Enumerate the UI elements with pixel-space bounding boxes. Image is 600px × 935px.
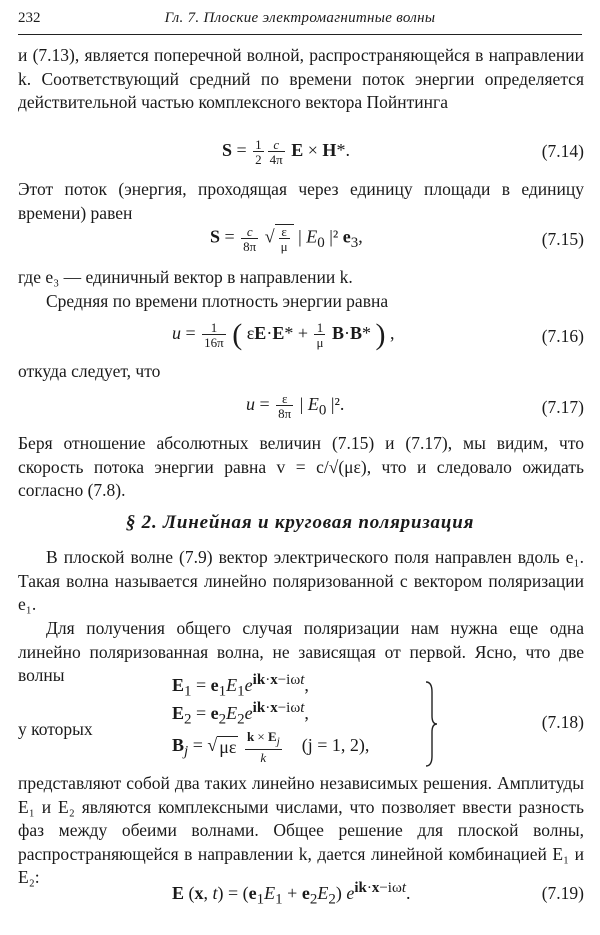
paragraph-1: и (7.13), является поперечной волной, распространяющейся в направлении k. Соответствующий средний по времени поток энергии определяется действительной частью комплексного вектора Пойнтинга: [18, 45, 584, 113]
equation-7-14: S = $\frac{1}{2}$ $\frac{c}{4\pi}$ E × H*.: [222, 137, 350, 167]
paragraph-7: В плоской волне (7.9) вектор электрического поля направлен вдоль e₁. Такая волна называется линейно поляризованной с вектором поляризации e₁.: [18, 547, 584, 615]
equation-number-7-17: (7.17): [541, 397, 584, 417]
equation-number-7-15: (7.15): [541, 229, 584, 249]
section-heading: § 2. Линейная и круговая поляризация: [125, 512, 475, 533]
page-number: 232: [18, 10, 41, 26]
equation-number-7-18: (7.18): [541, 712, 584, 732]
paragraph-5: откуда следует, что: [18, 361, 161, 381]
equation-7-15: S = $\frac{c}{8\pi}$ √ $\frac{\varepsilon}{\mu}$ | $E_0$ |² $e_3$,: [210, 223, 363, 254]
equation-number-7-14: (7.14): [541, 141, 584, 161]
equation-7-17: u = $\frac{\varepsilon}{8\pi}$ | $E_0$ |².: [246, 391, 345, 421]
paragraph-10: представляют собой два таких линейно независимых решения. Амплитуды E₁ и E₂ являются комплексными числами, что позволяет ввести разность фаз между обеими волнами. Общее решение для плоской волны, распространяющейся в направлении k, дается линейной комбинацией E₁ и E₂:: [18, 773, 584, 888]
paragraph-3: где e₃ — единичный вектор в направлении k.: [18, 267, 353, 287]
paragraph-4: Средняя по времени плотность энергии равна: [46, 291, 389, 311]
paragraph-6: Беря отношение абсолютных величин (7.15) и (7.17), мы видим, что скорость потока энергии равна v = c/√(με), что и следовало ожидать согласно (7.8).: [18, 433, 584, 501]
paragraph-8: Для получения общего случая поляризации нам нужна еще одна линейно поляризованная волна, не зависящая от первой. Ясно, что две волны: [18, 618, 584, 686]
right-brace: [424, 680, 438, 768]
equation-7-16: u = $\frac{1}{16\pi}$ ( εE·E* + $\frac{1}{\mu}$ B·B* ) ,: [172, 318, 395, 351]
equation-7-18-line-1: $E_1 = e_1E_1e^{ik\cdot x-i\omega t}$,: [172, 672, 309, 700]
running-title: Гл. 7. Плоские электромагнитные волны: [164, 10, 436, 26]
equation-7-18-condition: (j = 1, 2),: [301, 734, 370, 755]
header-rule: [18, 34, 582, 35]
paragraph-9-label: у которых: [18, 719, 93, 739]
paragraph-2: Этот поток (энергия, проходящая через единицу площади в единицу времени) равен: [18, 179, 584, 223]
equation-7-18-line-3: $B_j$ = √ με $\frac{k \times E_j}{k}$ (j = 1, 2),: [172, 729, 370, 765]
equation-7-19: E (x, $t) = (e_1E_1 + e_2E_2)$ $e^{ik\cdot x-i\omega t}$.: [172, 880, 411, 908]
equation-number-7-16: (7.16): [541, 326, 584, 346]
page-header: [18, 10, 582, 32]
equation-number-7-19: (7.19): [541, 883, 584, 903]
equation-7-18-line-2: $E_2 = e_2E_2e^{ik\cdot x-i\omega t}$,: [172, 700, 309, 728]
